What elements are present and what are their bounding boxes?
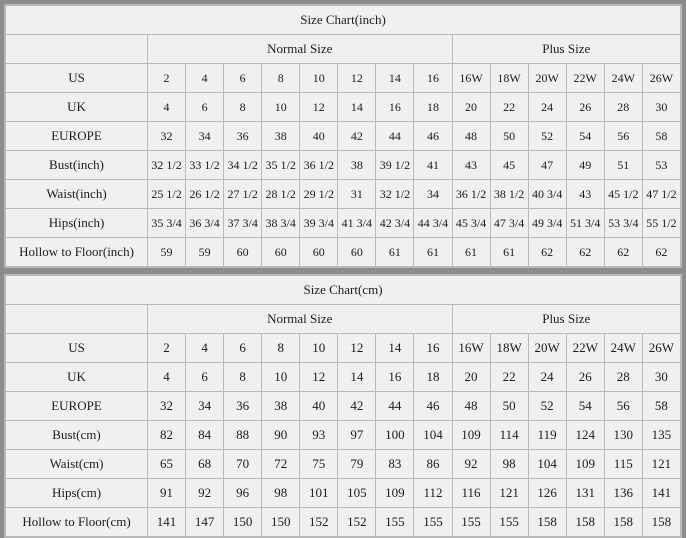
cell: 60 [300, 238, 338, 267]
cell: 41 3/4 [338, 209, 376, 238]
cell: 12 [300, 363, 338, 392]
cell: 32 [148, 392, 186, 421]
cell: 22W [566, 64, 604, 93]
cell: 34 [186, 392, 224, 421]
cell: 40 [300, 392, 338, 421]
cell: 42 [338, 392, 376, 421]
cell: 34 [186, 122, 224, 151]
cell: 22 [490, 363, 528, 392]
cell: 4 [186, 334, 224, 363]
cell: 25 1/2 [148, 180, 186, 209]
cell: 130 [604, 421, 642, 450]
table-row [6, 421, 681, 450]
cell: 10 [262, 363, 300, 392]
cell: 43 [452, 151, 490, 180]
cell: 48 [452, 392, 490, 421]
group-header-plus: Plus Size [452, 305, 681, 334]
cell: 44 3/4 [414, 209, 452, 238]
row-label: Hips(inch) [6, 209, 148, 238]
cell: 43 [566, 180, 604, 209]
cell: 38 [262, 122, 300, 151]
cell: 18 [414, 93, 452, 122]
cell: 26 [566, 363, 604, 392]
cell: 40 [300, 122, 338, 151]
cell: 59 [186, 238, 224, 267]
group-header-normal: Normal Size [148, 305, 453, 334]
cell: 61 [452, 238, 490, 267]
cell: 8 [262, 334, 300, 363]
cell: 36 3/4 [186, 209, 224, 238]
cell: 18W [490, 334, 528, 363]
cell: 56 [604, 122, 642, 151]
cell: 10 [300, 334, 338, 363]
cell: 147 [186, 508, 224, 537]
size-chart-cm [4, 274, 682, 538]
cell: 58 [642, 122, 680, 151]
cell: 158 [566, 508, 604, 537]
cell: 30 [642, 363, 680, 392]
cell: 60 [262, 238, 300, 267]
cell: 40 3/4 [528, 180, 566, 209]
cell: 62 [604, 238, 642, 267]
cell: 50 [490, 122, 528, 151]
cell: 65 [148, 450, 186, 479]
cell: 16 [414, 334, 452, 363]
cell: 124 [566, 421, 604, 450]
cell: 50 [490, 392, 528, 421]
cell: 135 [642, 421, 680, 450]
table-row [6, 508, 681, 537]
cell: 35 3/4 [148, 209, 186, 238]
cell: 28 1/2 [262, 180, 300, 209]
cell: 62 [566, 238, 604, 267]
cell: 92 [186, 479, 224, 508]
cell: 61 [376, 238, 414, 267]
cell: 52 [528, 392, 566, 421]
cell: 152 [300, 508, 338, 537]
cell: 8 [262, 64, 300, 93]
cell: 55 1/2 [642, 209, 680, 238]
cell: 109 [566, 450, 604, 479]
table-row [6, 180, 681, 209]
cell: 27 1/2 [224, 180, 262, 209]
cell: 93 [300, 421, 338, 450]
cell: 42 [338, 122, 376, 151]
cell: 16 [414, 64, 452, 93]
cell: 22W [566, 334, 604, 363]
cell: 47 3/4 [490, 209, 528, 238]
row-label: Bust(inch) [6, 151, 148, 180]
cell: 8 [224, 93, 262, 122]
cell: 36 1/2 [300, 151, 338, 180]
table-row-title [6, 276, 681, 305]
cell: 14 [376, 334, 414, 363]
table-row [6, 479, 681, 508]
cell: 12 [338, 64, 376, 93]
cell: 26W [642, 64, 680, 93]
cell: 14 [338, 93, 376, 122]
cell: 100 [376, 421, 414, 450]
cell: 6 [186, 363, 224, 392]
corner-cell [6, 35, 148, 64]
cell: 70 [224, 450, 262, 479]
cell: 12 [338, 334, 376, 363]
table-row-group-headers [6, 305, 681, 334]
cell: 46 [414, 122, 452, 151]
cell: 59 [148, 238, 186, 267]
cell: 39 3/4 [300, 209, 338, 238]
cell: 105 [338, 479, 376, 508]
cell: 58 [642, 392, 680, 421]
cell: 79 [338, 450, 376, 479]
size-chart-inch-table [5, 5, 681, 267]
cell: 83 [376, 450, 414, 479]
cell: 16 [376, 363, 414, 392]
cell: 38 [338, 151, 376, 180]
cell: 121 [490, 479, 528, 508]
cell: 37 3/4 [224, 209, 262, 238]
cell: 54 [566, 122, 604, 151]
table-row [6, 151, 681, 180]
table-row [6, 363, 681, 392]
cell: 61 [490, 238, 528, 267]
cell: 141 [642, 479, 680, 508]
cell: 38 [262, 392, 300, 421]
cell: 84 [186, 421, 224, 450]
table-row-title [6, 6, 681, 35]
cell: 49 [566, 151, 604, 180]
cell: 6 [224, 334, 262, 363]
cell: 47 1/2 [642, 180, 680, 209]
row-label: EUROPE [6, 122, 148, 151]
cell: 6 [186, 93, 224, 122]
row-label: US [6, 334, 148, 363]
cell: 44 [376, 392, 414, 421]
cell: 29 1/2 [300, 180, 338, 209]
cell: 68 [186, 450, 224, 479]
cell: 16W [452, 64, 490, 93]
cell: 20 [452, 363, 490, 392]
cell: 35 1/2 [262, 151, 300, 180]
cell: 26W [642, 334, 680, 363]
cell: 97 [338, 421, 376, 450]
row-label: Hollow to Floor(cm) [6, 508, 148, 537]
cell: 82 [148, 421, 186, 450]
cell: 33 1/2 [186, 151, 224, 180]
cell: 109 [376, 479, 414, 508]
cell: 53 [642, 151, 680, 180]
cell: 16W [452, 334, 490, 363]
cell: 32 1/2 [376, 180, 414, 209]
cell: 101 [300, 479, 338, 508]
cell: 90 [262, 421, 300, 450]
row-label: UK [6, 93, 148, 122]
cell: 62 [528, 238, 566, 267]
size-chart-cm-table [5, 275, 681, 537]
cell: 36 [224, 122, 262, 151]
cell: 24 [528, 93, 566, 122]
row-label: Waist(inch) [6, 180, 148, 209]
cell: 22 [490, 93, 528, 122]
cell: 34 [414, 180, 452, 209]
cell: 52 [528, 122, 566, 151]
cell: 44 [376, 122, 414, 151]
cell: 91 [148, 479, 186, 508]
cell: 60 [338, 238, 376, 267]
cell: 41 [414, 151, 452, 180]
cell: 18 [414, 363, 452, 392]
row-label: UK [6, 363, 148, 392]
cell: 56 [604, 392, 642, 421]
cell: 109 [452, 421, 490, 450]
cell: 28 [604, 363, 642, 392]
row-label: Waist(cm) [6, 450, 148, 479]
cell: 2 [148, 64, 186, 93]
size-chart-inch [4, 4, 682, 268]
cell: 36 [224, 392, 262, 421]
cell: 10 [300, 64, 338, 93]
cell: 155 [452, 508, 490, 537]
cell: 112 [414, 479, 452, 508]
cell: 86 [414, 450, 452, 479]
cell: 24W [604, 334, 642, 363]
cell: 34 1/2 [224, 151, 262, 180]
group-header-normal: Normal Size [148, 35, 453, 64]
cell: 131 [566, 479, 604, 508]
cell: 155 [376, 508, 414, 537]
table-row [6, 122, 681, 151]
cell: 31 [338, 180, 376, 209]
cell: 42 3/4 [376, 209, 414, 238]
cell: 6 [224, 64, 262, 93]
cell: 96 [224, 479, 262, 508]
cell: 158 [604, 508, 642, 537]
cell: 32 1/2 [148, 151, 186, 180]
cell: 72 [262, 450, 300, 479]
cell: 136 [604, 479, 642, 508]
table-row [6, 450, 681, 479]
cell: 98 [490, 450, 528, 479]
cell: 45 [490, 151, 528, 180]
cell: 10 [262, 93, 300, 122]
row-label: Hips(cm) [6, 479, 148, 508]
cell: 16 [376, 93, 414, 122]
cell: 155 [414, 508, 452, 537]
cell: 104 [528, 450, 566, 479]
cell: 158 [528, 508, 566, 537]
cell: 20W [528, 334, 566, 363]
cell: 48 [452, 122, 490, 151]
cell: 115 [604, 450, 642, 479]
cell: 116 [452, 479, 490, 508]
cell: 155 [490, 508, 528, 537]
cell: 46 [414, 392, 452, 421]
cell: 126 [528, 479, 566, 508]
cell: 61 [414, 238, 452, 267]
cell: 18W [490, 64, 528, 93]
cell: 24 [528, 363, 566, 392]
row-label: US [6, 64, 148, 93]
cell: 2 [148, 334, 186, 363]
cell: 4 [186, 64, 224, 93]
cell: 158 [642, 508, 680, 537]
table-row [6, 392, 681, 421]
row-label: Hollow to Floor(inch) [6, 238, 148, 267]
cell: 26 [566, 93, 604, 122]
cell: 75 [300, 450, 338, 479]
cell: 152 [338, 508, 376, 537]
table-row [6, 64, 681, 93]
cell: 38 3/4 [262, 209, 300, 238]
cell: 4 [148, 363, 186, 392]
cell: 47 [528, 151, 566, 180]
cell: 36 1/2 [452, 180, 490, 209]
cell: 49 3/4 [528, 209, 566, 238]
cell: 26 1/2 [186, 180, 224, 209]
cell: 14 [338, 363, 376, 392]
chart-title: Size Chart(cm) [6, 276, 681, 305]
cell: 53 3/4 [604, 209, 642, 238]
cell: 98 [262, 479, 300, 508]
chart-title: Size Chart(inch) [6, 6, 681, 35]
group-header-plus: Plus Size [452, 35, 681, 64]
cell: 88 [224, 421, 262, 450]
cell: 20 [452, 93, 490, 122]
cell: 114 [490, 421, 528, 450]
cell: 104 [414, 421, 452, 450]
cell: 54 [566, 392, 604, 421]
table-row [6, 334, 681, 363]
table-row [6, 93, 681, 122]
table-row [6, 209, 681, 238]
cell: 14 [376, 64, 414, 93]
cell: 51 [604, 151, 642, 180]
cell: 141 [148, 508, 186, 537]
row-label: Bust(cm) [6, 421, 148, 450]
cell: 92 [452, 450, 490, 479]
cell: 45 3/4 [452, 209, 490, 238]
table-row-group-headers [6, 35, 681, 64]
cell: 45 1/2 [604, 180, 642, 209]
cell: 32 [148, 122, 186, 151]
cell: 62 [642, 238, 680, 267]
cell: 8 [224, 363, 262, 392]
cell: 121 [642, 450, 680, 479]
cell: 12 [300, 93, 338, 122]
cell: 60 [224, 238, 262, 267]
cell: 4 [148, 93, 186, 122]
cell: 150 [262, 508, 300, 537]
cell: 20W [528, 64, 566, 93]
table-row [6, 238, 681, 267]
cell: 30 [642, 93, 680, 122]
cell: 28 [604, 93, 642, 122]
cell: 24W [604, 64, 642, 93]
cell: 39 1/2 [376, 151, 414, 180]
row-label: EUROPE [6, 392, 148, 421]
cell: 119 [528, 421, 566, 450]
cell: 38 1/2 [490, 180, 528, 209]
cell: 150 [224, 508, 262, 537]
cell: 51 3/4 [566, 209, 604, 238]
corner-cell [6, 305, 148, 334]
